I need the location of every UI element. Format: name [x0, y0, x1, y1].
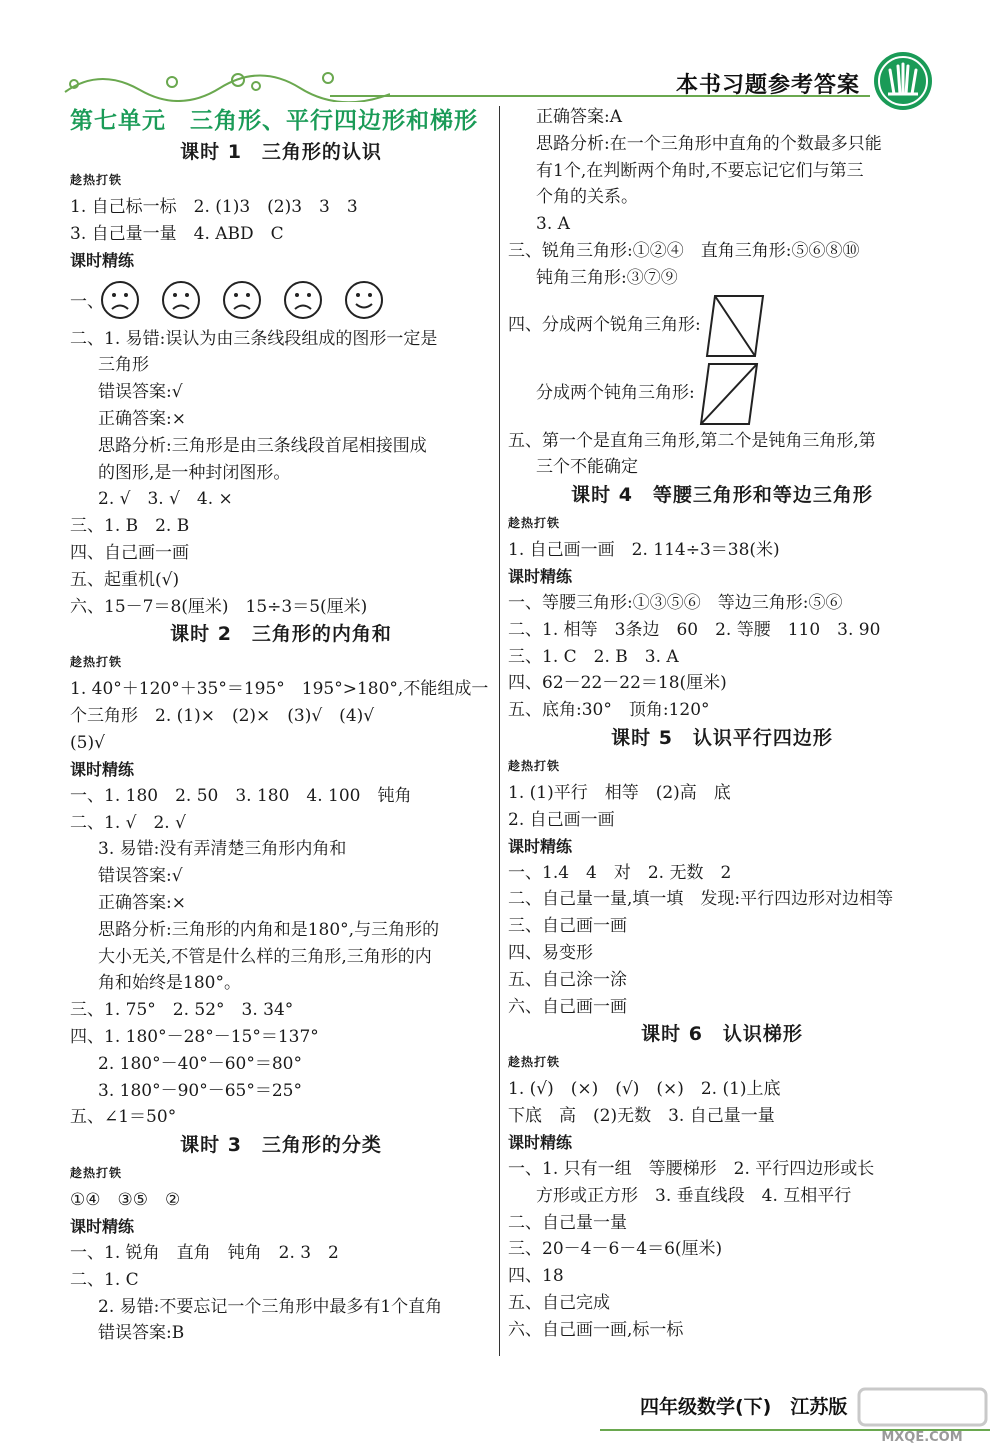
footer-book-title: 四年级数学(下) 江苏版: [640, 1396, 848, 1418]
section-label-warmup: 趁热打铁: [70, 655, 123, 670]
lesson-title: 课时 6 认识梯形: [641, 1023, 803, 1046]
parallelogram-two-obtuse-triangles: [699, 360, 761, 428]
answer-line: 六、15－7＝8(厘米) 15÷3＝5(厘米): [70, 596, 368, 617]
answer-line: 3. 易错:没有弄清楚三角形内角和: [98, 839, 347, 860]
answer-line: 3. A: [536, 214, 570, 235]
shape-answer-text: 分成两个钝角三角形:: [536, 383, 695, 404]
sad-face-icon: [161, 280, 201, 320]
answer-line: 五、起重机(√): [70, 569, 180, 590]
answer-line: 三、1. 75° 2. 52° 3. 34°: [70, 1000, 294, 1021]
section-label-practice: 课时精练: [70, 1216, 135, 1236]
answer-line: 2. √ 3. √ 4. ×: [98, 489, 233, 510]
answer-line: 五、底角:30° 顶角:120°: [508, 700, 710, 721]
answer-line: 一、1. 180 2. 50 3. 180 4. 100 钝角: [70, 785, 412, 806]
answer-line: (5)√: [70, 732, 105, 753]
answer-line: 二、1. √ 2. √: [70, 812, 186, 833]
unit-title: 第七单元 三角形、平行四边形和梯形: [70, 108, 478, 134]
answer-line: 1. (√) (×) (√) (×) 2. (1)上底: [508, 1079, 781, 1100]
section-label-practice: 课时精练: [508, 836, 573, 856]
answer-line: 二、1. 相等 3条边 60 2. 等腰 110 3. 90: [508, 619, 881, 640]
answer-line: 2. 易错:不要忘记一个三角形中最多有1个直角: [98, 1296, 443, 1317]
answer-line: 正确答案:×: [98, 892, 186, 913]
answer-line: 六、自己画一画: [508, 996, 627, 1017]
answer-line: 方形或正方形 3. 垂直线段 4. 互相平行: [536, 1185, 852, 1206]
page-header-title: 本书习题参考答案: [676, 73, 861, 98]
answer-line: 1. (1)平行 相等 (2)高 底: [508, 782, 731, 803]
answer-line: 三、1. B 2. B: [70, 516, 190, 537]
section-label-warmup: 趁热打铁: [70, 173, 123, 187]
shape-answer-row: [508, 360, 936, 428]
answer-line: 五、∠1＝50°: [70, 1107, 177, 1128]
answers-left-column: [70, 104, 492, 1347]
lesson-title: 课时 3 三角形的分类: [180, 1134, 382, 1157]
answer-line: 3. 180°－90°－65°＝25°: [98, 1080, 302, 1101]
answer-line: 1. 自己标一标 2. (1)3 (2)3 3 3: [70, 197, 358, 217]
shape-answer-row: [508, 292, 936, 360]
answer-line: 三、自己画一画: [508, 916, 627, 937]
answer-line: 错误答案:B: [98, 1323, 185, 1344]
section-label-warmup: 趁热打铁: [508, 1055, 561, 1070]
answer-line: 三个不能确定: [536, 457, 638, 478]
answer-line: 一、1. 只有一组 等腰梯形 2. 平行四边形或长: [508, 1158, 875, 1179]
answer-line: 2. 180°－40°－60°＝80°: [98, 1053, 302, 1074]
answer-line: 四、18: [508, 1266, 564, 1287]
sad-face-icon: [283, 280, 323, 320]
answer-line: 角和始终是180°。: [98, 973, 241, 994]
sad-face-icon: [100, 280, 140, 320]
answer-line: 2. 自己画一画: [508, 809, 615, 830]
sad-face-icon: [222, 280, 262, 320]
face-answer-row: [70, 274, 492, 326]
answer-line: 二、1. C: [70, 1269, 139, 1290]
answer-line: 思路分析:三角形的内角和是180°,与三角形的: [98, 919, 440, 940]
section-label-practice: 课时精练: [508, 566, 573, 586]
answer-line: 1. 自己画一画 2. 114÷3＝38(米): [508, 540, 780, 561]
section-label-practice: 课时精练: [70, 250, 135, 270]
parallelogram-two-acute-triangles: [705, 292, 767, 360]
answer-line: 1. 40°＋120°＋35°＝195° 195°>180°,不能组成一: [70, 679, 489, 700]
section-label-practice: 课时精练: [70, 759, 135, 779]
question-number: 一、: [70, 292, 104, 313]
answer-line: 一、等腰三角形:①③⑤⑥ 等边三角形:⑤⑥: [508, 592, 843, 613]
answer-line: 一、1. 锐角 直角 钝角 2. 3 2: [70, 1242, 339, 1263]
answer-line: 四、自己画一画: [70, 542, 189, 563]
answer-line: 3. 自己量一量 4. ABD C: [70, 223, 284, 244]
answer-line: 五、自己涂一涂: [508, 969, 627, 990]
answers-right-column: [508, 104, 936, 1344]
answer-line: 错误答案:√: [98, 382, 183, 403]
answer-line: 错误答案:√: [98, 866, 183, 887]
shape-answer-text: 四、分成两个锐角三角形:: [508, 315, 701, 336]
answer-line: 思路分析:在一个三角形中直角的个数最多只能: [536, 133, 882, 154]
answer-line: 钝角三角形:③⑦⑨: [536, 267, 678, 288]
answer-line: 个角的关系。: [536, 187, 638, 208]
section-label-warmup: 趁热打铁: [70, 1166, 123, 1181]
column-divider: [499, 106, 500, 1356]
answer-line: 思路分析:三角形是由三条线段首尾相接围成: [98, 435, 427, 456]
answer-line: 四、易变形: [508, 942, 593, 963]
lesson-title: 课时 4 等腰三角形和等边三角形: [571, 484, 873, 507]
answer-line: 六、自己画一画,标一标: [508, 1319, 684, 1340]
answer-line: 正确答案:×: [98, 408, 186, 429]
answer-line: 三、锐角三角形:①②④ 直角三角形:⑤⑥⑧⑩: [508, 240, 860, 261]
happy-face-icon: [344, 280, 384, 320]
answer-line: 大小无关,不管是什么样的三角形,三角形的内: [98, 946, 432, 967]
answer-line: 下底 高 (2)无数 3. 自己量一量: [508, 1106, 775, 1127]
lesson-title: 课时 5 认识平行四边形: [611, 726, 833, 749]
book-logo-icon: [872, 50, 934, 112]
answer-line: 个三角形 2. (1)× (2)× (3)√ (4)√: [70, 706, 375, 727]
watermark-text: MXQE.COM: [881, 1430, 963, 1445]
answer-line: 三、20－4－6－4＝6(厘米): [508, 1239, 723, 1260]
answer-line: 有1个,在判断两个角时,不要忘记它们与第三: [536, 160, 864, 181]
section-label-warmup: 趁热打铁: [508, 758, 561, 773]
watermark-logo: [855, 1385, 990, 1445]
answer-line: 二、1. 易错:误认为由三条线段组成的图形一定是: [70, 328, 438, 349]
answer-line: 五、自己完成: [508, 1292, 610, 1313]
lesson-title: 课时 1 三角形的认识: [180, 141, 382, 163]
answer-line: 正确答案:A: [536, 107, 623, 127]
answer-line: 二、自己量一量,填一填 发现:平行四边形对边相等: [508, 889, 894, 910]
answer-line: 的图形,是一种封闭图形。: [98, 462, 291, 483]
answer-line: ①④ ③⑤ ②: [70, 1190, 181, 1211]
answer-line: 三、1. C 2. B 3. A: [508, 646, 679, 667]
answer-line: 五、第一个是直角三角形,第二个是钝角三角形,第: [508, 430, 876, 451]
answer-line: 一、1.4 4 对 2. 无数 2: [508, 862, 732, 883]
answer-line: 四、62－22－22＝18(厘米): [508, 673, 727, 694]
answer-line: 二、自己量一量: [508, 1212, 627, 1233]
section-label-practice: 课时精练: [508, 1132, 573, 1152]
answer-line: 三角形: [98, 355, 149, 376]
section-label-warmup: 趁热打铁: [508, 516, 561, 531]
lesson-title: 课时 2 三角形的内角和: [170, 623, 392, 646]
answer-line: 四、1. 180°－28°－15°＝137°: [70, 1026, 319, 1047]
